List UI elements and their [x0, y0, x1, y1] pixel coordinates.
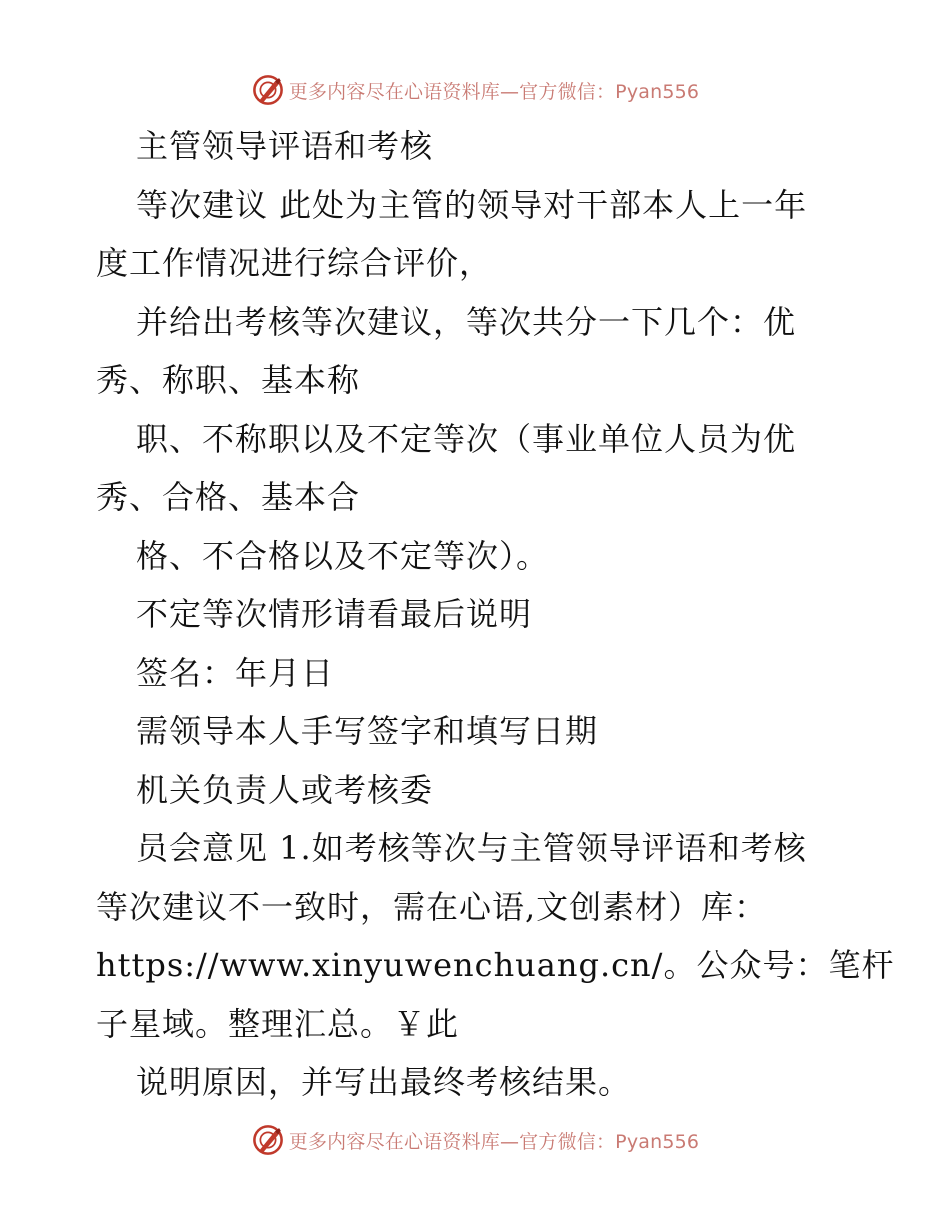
- text-line: 签名：年月日: [136, 653, 335, 692]
- header-banner: [0, 70, 950, 110]
- text-line: 机关负责人或考核委: [136, 770, 434, 809]
- text-line: 等次建议不一致时，需在心语,文创素材）库：: [96, 887, 768, 926]
- footer-banner-text: 更多内容尽在心语资料库—官方微信：Pyan556: [288, 1130, 700, 1153]
- text-line: 员会意见 1.如考核等次与主管领导评语和考核: [136, 829, 807, 867]
- text-line: 等次建议 此处为主管的领导对干部本人上一年: [136, 185, 808, 224]
- document-body: [96, 117, 895, 1112]
- text-line: 秀、合格、基本合: [96, 478, 361, 516]
- text-line: 职、不称职以及不定等次（事业单位人员为优: [136, 419, 797, 458]
- text-line: 度工作情况进行综合评价，: [96, 244, 493, 282]
- text-line: 需领导本人手写签字和填写日期: [136, 712, 599, 750]
- text-line: 主管领导评语和考核: [136, 127, 434, 165]
- text-line: 说明原因，并写出最终考核结果。: [136, 1063, 632, 1101]
- text-line: 不定等次情形请看最后说明: [136, 595, 533, 633]
- footer-banner: [0, 1120, 950, 1160]
- text-line: 秀、称职、基本称: [96, 361, 361, 399]
- text-line: https://www.xinyuwenchuang.cn/。公众号：笔杆: [96, 946, 895, 984]
- logo-icon: [251, 73, 285, 107]
- header-banner-text: 更多内容尽在心语资料库—官方微信：Pyan556: [288, 80, 700, 103]
- text-line: 并给出考核等次建议，等次共分一下几个：优: [136, 302, 797, 341]
- logo-icon: [251, 1123, 285, 1157]
- text-line: 格、不合格以及不定等次）。: [136, 536, 550, 575]
- text-line: 子星域。整理汇总。￥此: [96, 1004, 460, 1043]
